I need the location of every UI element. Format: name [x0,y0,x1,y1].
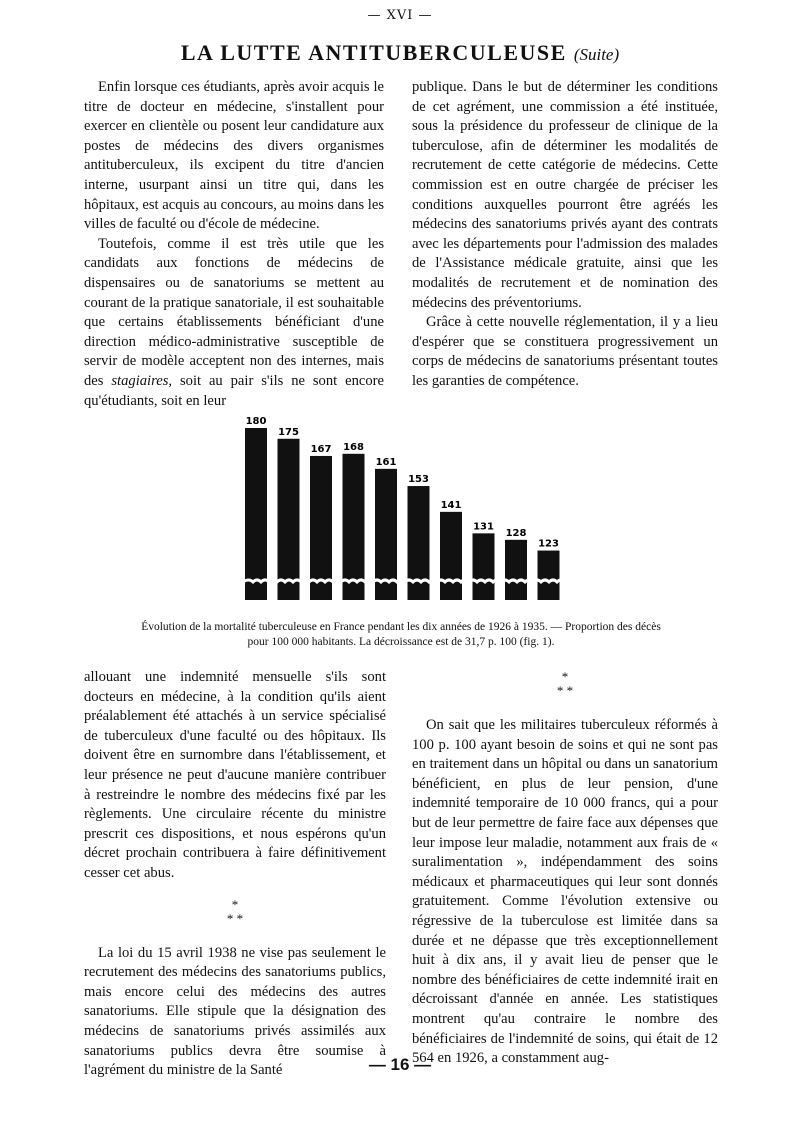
mortality-chart [235,410,575,610]
section-separator [412,670,718,698]
column-right-top [412,78,718,392]
paragraph: La loi du 15 avril 1938 ne vise pas seulement le recrutement des médecins des sanatoriums publics, mais encore celui des médecins des autres sanatoriums. Elle stipule que la désignation des médecins de sanatoriums privés assimilés aux sanatoriums publics devra être soumise à l'agrément du ministre de la Santé [84,944,386,1079]
bar-value-label: 161 [375,456,397,468]
paragraph-text: Toutefois, comme il est très utile que les candidats aux fonctions de médecins de dispensaires ou de sanatoriums se mettent au courant de la pratique sanatoriale, il est souhaitable que certains établissements bénéficiant d'une direction médico-administrative susceptible de servir de modèle acceptent non des internes, mais des [84,235,384,389]
paragraph: publique. Dans le but de déterminer les conditions de cet agrément, une commission a été instituée, sous la présidence du professeur de clinique de la tuberculose, afin de déterminer les modalités de recrutement de cette catégorie de médecins. Cette commission est en outre chargée de préciser les conditions auxquelles pourront être agréés les médecins des sanatoriums privés ayant des contrats avec les départements pour l'admission des malades de l'Assistance médicale gratuite, ainsi que les modalités de recrutement et de nomination des médecins des préventoriums. [412,79,718,311]
bar-value-label: 153 [408,474,429,486]
bar-value-label: 131 [473,521,494,533]
bar-value-label: 168 [343,441,364,453]
paragraph-text: soit au pair s'ils ne sont encore qu'étudiants, soit en leur [84,372,384,409]
bar-1926 [245,428,267,600]
bar-1932 [440,512,462,600]
italic-word: stagiaires, [111,372,173,389]
bar-1928 [310,456,332,600]
bar-1935 [538,551,560,600]
bar-value-label: 180 [245,416,267,427]
caption-line: pour 100 000 habitants. La décroissance est de 31,7 p. 100 (fig. 1). [247,636,555,648]
axis-break-line [243,580,573,582]
bar-chart-svg [235,410,575,610]
bar-1931 [408,486,430,600]
page-number: — 16 — [368,1055,432,1074]
bar-value-label: 123 [538,538,559,550]
figure-caption [76,620,726,650]
page-title [0,40,800,66]
bar-1933 [473,533,495,600]
column-left-bottom [84,668,386,1081]
star-bottom: * * [226,910,244,926]
bar-1927 [278,439,300,600]
page-number-roman: — XVI — [367,8,433,23]
title-suite: (Suite) [573,45,620,64]
column-left-top [84,78,384,411]
paragraph: allouant une indemnité mensuelle s'ils sont docteurs en médecine, à la condition qu'ils aient préalablement été attachés à un service spécialisé de tuberculeux d'une faculté ou des hôpitaux. Ils doivent être en surnombre dans l'établissement, et leur présence ne peut d'aucune manière contribuer à restreindre le nombre des médecins fixé par les règlements. Une circulaire récente du ministre prescrit ces dispositions, et nous espérons qu'un décret prochain contribuera à faire définitivement cesser cet abus. [84,669,386,881]
star-top: * [561,669,569,684]
section-separator [84,898,386,926]
bar-1934 [505,540,527,600]
title-text: LA LUTTE ANTITUBERCULEUSE [180,40,567,65]
paragraph [84,235,384,411]
paragraph: Enfin lorsque ces étudiants, après avoir acquis le titre de docteur en médecine, s'installent pour exercer en clientèle ou posent leur candidature aux postes de médecins des divers organismes antituberculeux, ils excipent du titre d'ancien interne, usurpant ainsi un titre qui, dans les hôpitaux, est acquis au concours, au moins dans les villes de faculté ou d'école de médecine. [84,79,384,233]
star-bottom: * * [556,683,574,698]
bar-value-label: 175 [278,426,299,438]
star-top: * [231,896,239,912]
bar-1929 [343,454,365,600]
column-right-bottom [412,668,718,1069]
paragraph: On sait que les militaires tuberculeux réformés à 100 p. 100 ayant besoin de soins et qui ne sont pas en traitement dans un hôpital ou dans un sanatorium bénéficient, en plus de leur pension, d'une indemnité temporaire de 10 000 francs, qui a pour but de leur permettre de faire face aux dépenses que leur impose leur maladie, notamment aux frais de « suralimentation », indépendamment des soins médicaux et pharmaceutiques qui leur sont donnés gratuitement. Comme l'évolution extensive ou régressive de la tuberculose est limitée dans sa durée et ne dépasse que très exceptionnellement huit à dix ans, il y avait lieu de penser que le nombre des bénéficiaires de cette indemnité irait en décroissant d'année en année. Les statistiques montrent qu'au contraire le nombre des bénéficiaires de l'indemnité de soins, qui était de 12 564 en 1926, a constamment aug- [412,717,718,1067]
bar-value-label: 167 [310,443,332,455]
paragraph: Grâce à cette nouvelle réglementation, il y a lieu d'espérer que se constituera progressivement un corps de médecins de sanatoriums présentant toutes les garanties de compétence. [412,314,718,389]
bar-value-label: 128 [505,527,527,539]
bar-value-label: 141 [440,499,462,511]
caption-line: Évolution de la mortalité tuberculeuse en France pendant les dix années de 1926 à 1935. — Proportion des décès [141,621,661,633]
